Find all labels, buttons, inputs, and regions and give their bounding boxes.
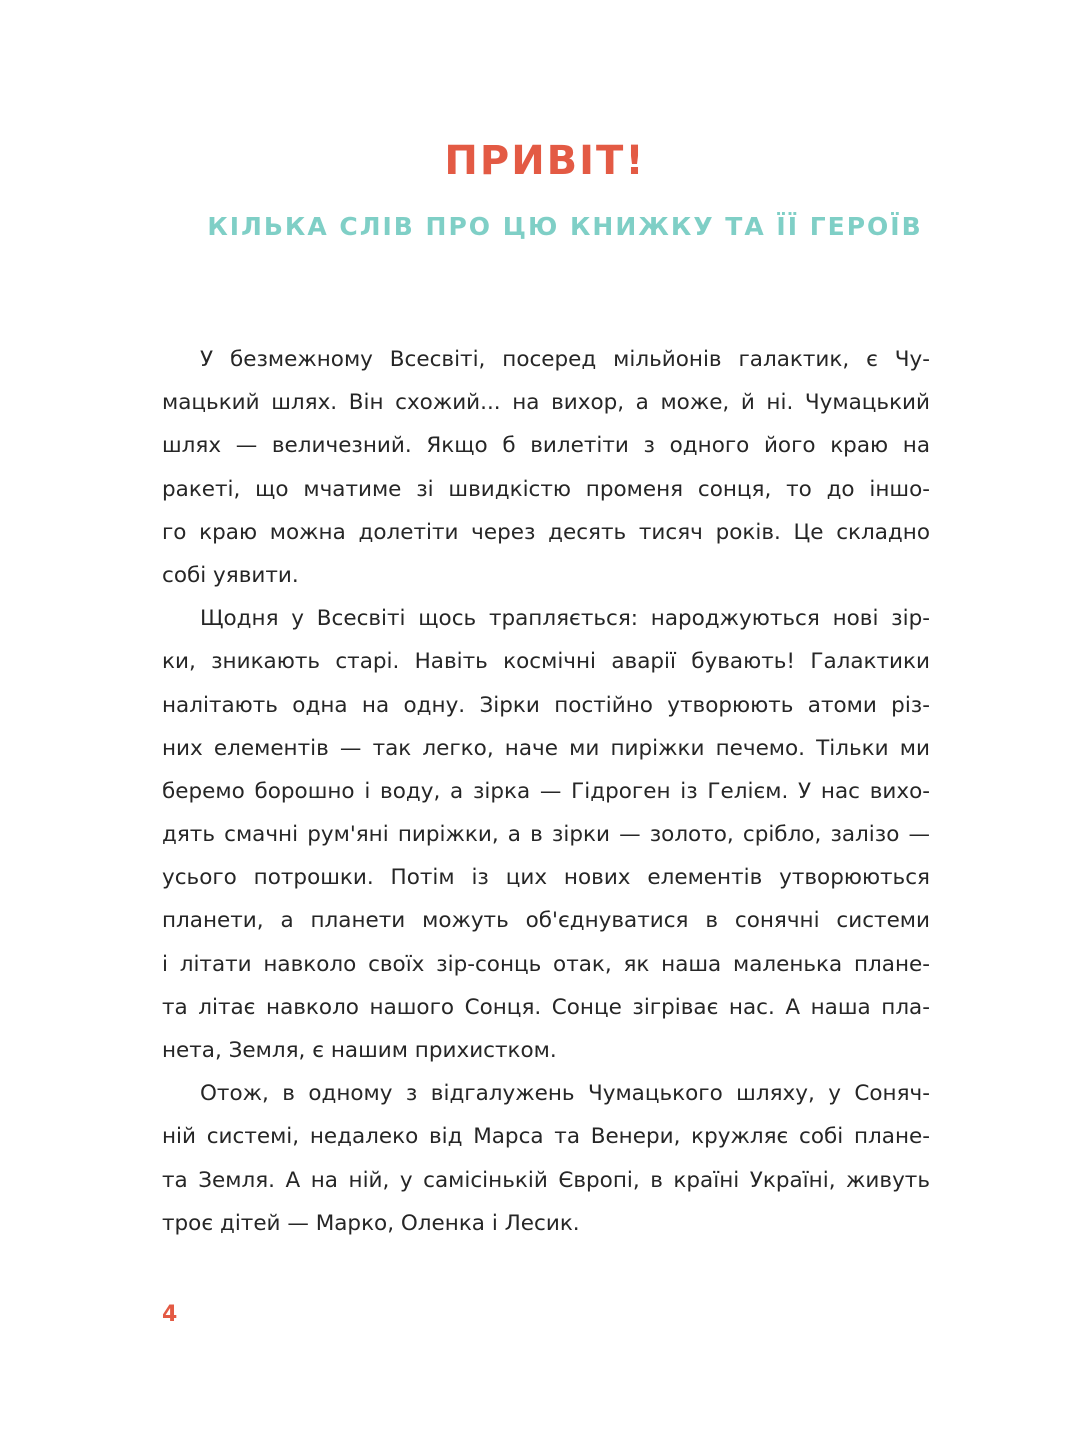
text-line: беремо борошно і воду, а зірка — Гідроген із Гелієм. У нас вихо-	[162, 778, 930, 804]
text-line: го краю можна долетіти через десять тисяч років. Це складно	[162, 519, 930, 545]
paragraph-1	[162, 338, 930, 597]
text-line: нета, Земля, є нашим прихистком.	[162, 1038, 557, 1063]
page-number: 4	[162, 1302, 178, 1327]
text-line: ки, зникають старі. Навіть космічні аварії бувають! Галактики	[162, 649, 930, 675]
page-title: ПРИВІТ!	[444, 138, 646, 184]
text-line: дять смачні рум'яні пиріжки, а в зірки — золото, срібло, залізо —	[162, 822, 930, 848]
text-line: них елементів — так легко, наче ми пиріжки печемо. Тільки ми	[162, 735, 930, 761]
paragraph-3	[162, 1072, 930, 1245]
text-line: налітають одна на одну. Зірки постійно утворюють атоми різ-	[162, 692, 930, 718]
paragraph-2	[162, 597, 930, 1072]
text-line: ракеті, що мчатиме зі швидкістю променя сонця, то до іншо-	[162, 476, 930, 502]
text-line: У безмежному Всесвіті, посеред мільйонів галактик, є Чу-	[200, 347, 930, 372]
text-line: шлях — величезний. Якщо б вилетіти з одного його краю на	[162, 433, 930, 459]
text-line: мацький шлях. Він схожий... на вихор, а може, й ні. Чумацький	[162, 390, 930, 416]
text-line: троє дітей — Марко, Оленка і Лесик.	[162, 1210, 580, 1236]
text-line: Щодня у Всесвіті щось трапляється: народжуються нові зір-	[200, 606, 930, 632]
page-subtitle: КІЛЬКА СЛІВ ПРО ЦЮ КНИЖКУ ТА ЇЇ ГЕРОЇВ	[207, 212, 923, 241]
text-line: та Земля. А на ній, у самісінькій Європі, в країні Україні, живуть	[162, 1167, 930, 1193]
text-line: Отож, в одному з відгалужень Чумацького шляху, у Соняч-	[200, 1081, 930, 1107]
text-line: планети, а планети можуть об'єднуватися в сонячні системи	[162, 908, 930, 934]
text-line: і літати навколо своїх зір-сонць отак, як наша маленька плане-	[162, 951, 930, 977]
text-line: усього потрошки. Потім із цих нових елементів утворюються	[162, 865, 930, 891]
text-line: ній системі, недалеко від Марса та Венери, кружляє собі плане-	[162, 1124, 930, 1150]
text-line: та літає навколо нашого Сонця. Сонце зігріває нас. А наша пла-	[162, 994, 930, 1020]
text-line: собі уявити.	[162, 562, 299, 588]
body-text	[162, 338, 930, 1245]
